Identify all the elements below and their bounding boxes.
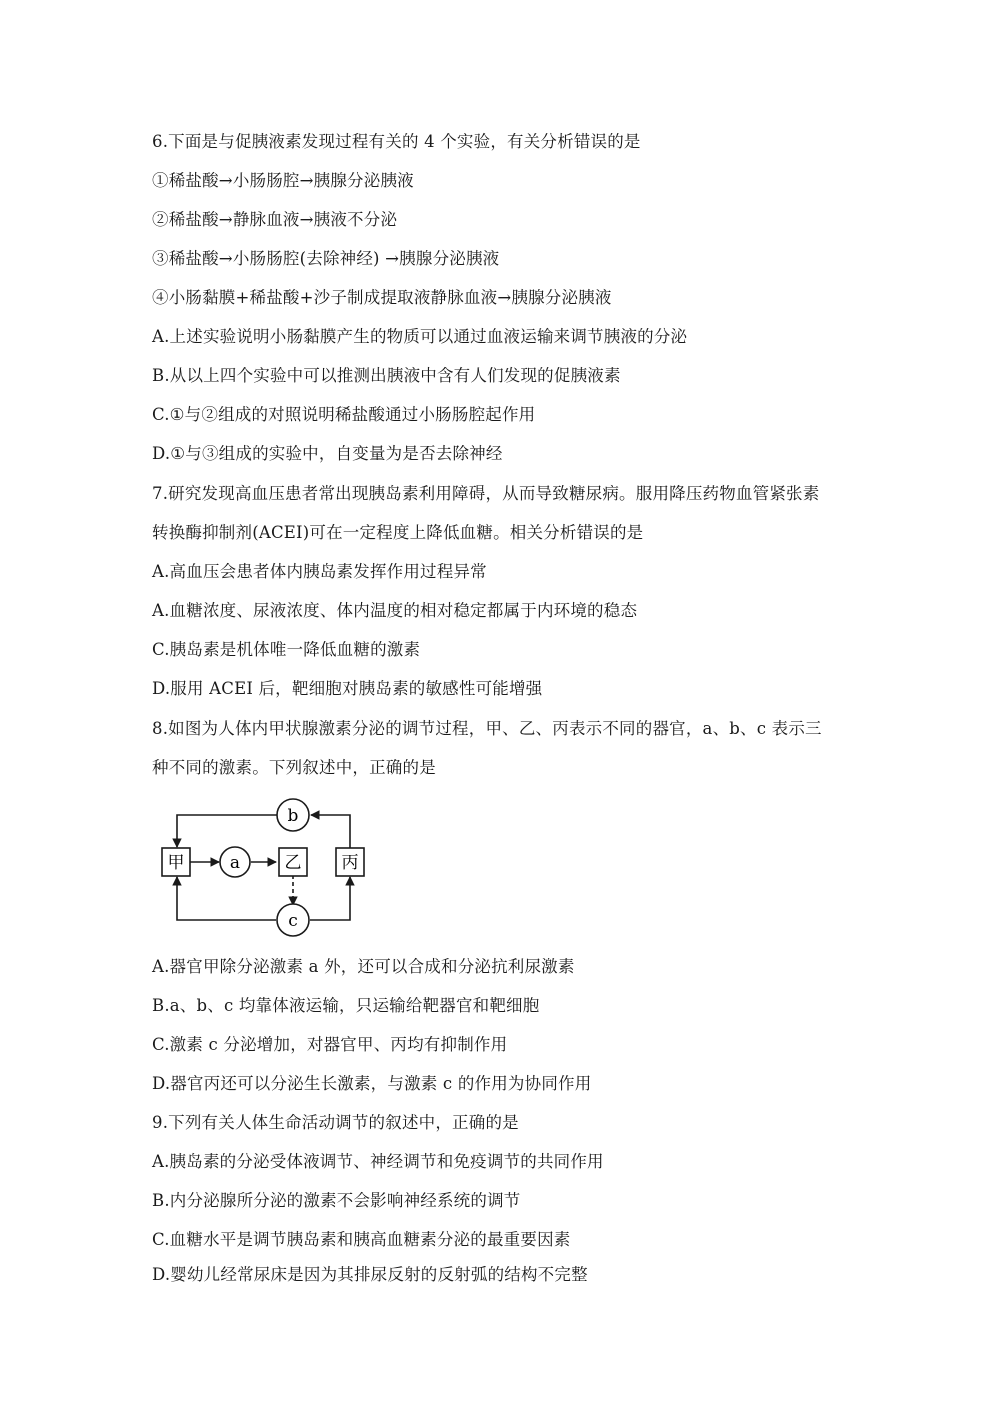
q7-option-d: D.服用 ACEI 后，靶细胞对胰岛素的敏感性可能增强 — [152, 679, 543, 698]
q8-option-c: C.激素 c 分泌增加，对器官甲、丙均有抑制作用 — [152, 1035, 508, 1054]
hormone-c-label: c — [288, 911, 298, 931]
hormone-b-label: b — [287, 806, 299, 826]
arrow-c-to-jia — [177, 877, 276, 920]
q7-option-a: A.高血压会患者体内胰岛素发挥作用过程异常 — [152, 562, 487, 581]
arrow-b-to-jia — [177, 815, 277, 847]
q6-stem: 6.下面是与促胰液素发现过程有关的 4 个实验，有关分析错误的是 — [152, 132, 641, 151]
q6-experiment-3: ③稀盐酸→小肠肠腔(去除神经) →胰腺分泌胰液 — [152, 249, 500, 268]
q7-stem-line1: 7.研究发现高血压患者常出现胰岛素利用障碍，从而导致糖尿病。服用降压药物血管紧张素 — [152, 484, 820, 503]
q9-stem: 9.下列有关人体生命活动调节的叙述中，正确的是 — [152, 1113, 519, 1132]
q9-option-c: C.血糖水平是调节胰岛素和胰高血糖素分泌的最重要因素 — [152, 1230, 571, 1249]
q7-option-c: C.胰岛素是机体唯一降低血糖的激素 — [152, 640, 421, 659]
q6-option-c: C.①与②组成的对照说明稀盐酸通过小肠肠腔起作用 — [152, 405, 536, 424]
q9-option-b: B.内分泌腺所分泌的激素不会影响神经系统的调节 — [152, 1191, 521, 1210]
q6-experiment-4: ④小肠黏膜+稀盐酸+沙子制成提取液静脉血液→胰腺分泌胰液 — [152, 288, 612, 307]
arrow-c-to-bing — [310, 877, 350, 920]
organ-bing-label: 丙 — [341, 853, 359, 873]
q8-option-d: D.器官丙还可以分泌生长激素，与激素 c 的作用为协同作用 — [152, 1074, 592, 1093]
q6-option-a: A.上述实验说明小肠黏膜产生的物质可以通过血液运输来调节胰液的分泌 — [152, 327, 688, 346]
thyroid-regulation-diagram — [155, 795, 375, 945]
hormone-a-label: a — [229, 853, 241, 873]
q8-option-a: A.器官甲除分泌激素 a 外，还可以合成和分泌抗利尿激素 — [152, 957, 575, 976]
q7-option-b: A.血糖浓度、尿液浓度、体内温度的相对稳定都属于内环境的稳态 — [152, 601, 638, 620]
q6-option-d: D.①与③组成的实验中，自变量为是否去除神经 — [152, 444, 503, 463]
q8-stem-line1: 8.如图为人体内甲状腺激素分泌的调节过程，甲、乙、丙表示不同的器官，a、b、c 表示三 — [152, 719, 822, 738]
q8-stem-line2: 种不同的激素。下列叙述中，正确的是 — [152, 758, 436, 777]
q6-experiment-1: ①稀盐酸→小肠肠腔→胰腺分泌胰液 — [152, 171, 414, 190]
q6-option-b: B.从以上四个实验中可以推测出胰液中含有人们发现的促胰液素 — [152, 366, 621, 385]
organ-yi-label: 乙 — [284, 853, 302, 873]
organ-jia-label: 甲 — [167, 853, 185, 873]
q8-option-b: B.a、b、c 均靠体液运输，只运输给靶器官和靶细胞 — [152, 996, 540, 1015]
q7-stem-line2: 转换酶抑制剂(ACEI)可在一定程度上降低血糖。相关分析错误的是 — [152, 523, 644, 542]
q6-experiment-2: ②稀盐酸→静脉血液→胰液不分泌 — [152, 210, 398, 229]
arrow-bing-to-b — [311, 815, 350, 848]
q9-option-a: A.胰岛素的分泌受体液调节、神经调节和免疫调节的共同作用 — [152, 1152, 604, 1171]
q9-option-d: D.婴幼儿经常尿床是因为其排尿反射的反射弧的结构不完整 — [152, 1265, 588, 1284]
